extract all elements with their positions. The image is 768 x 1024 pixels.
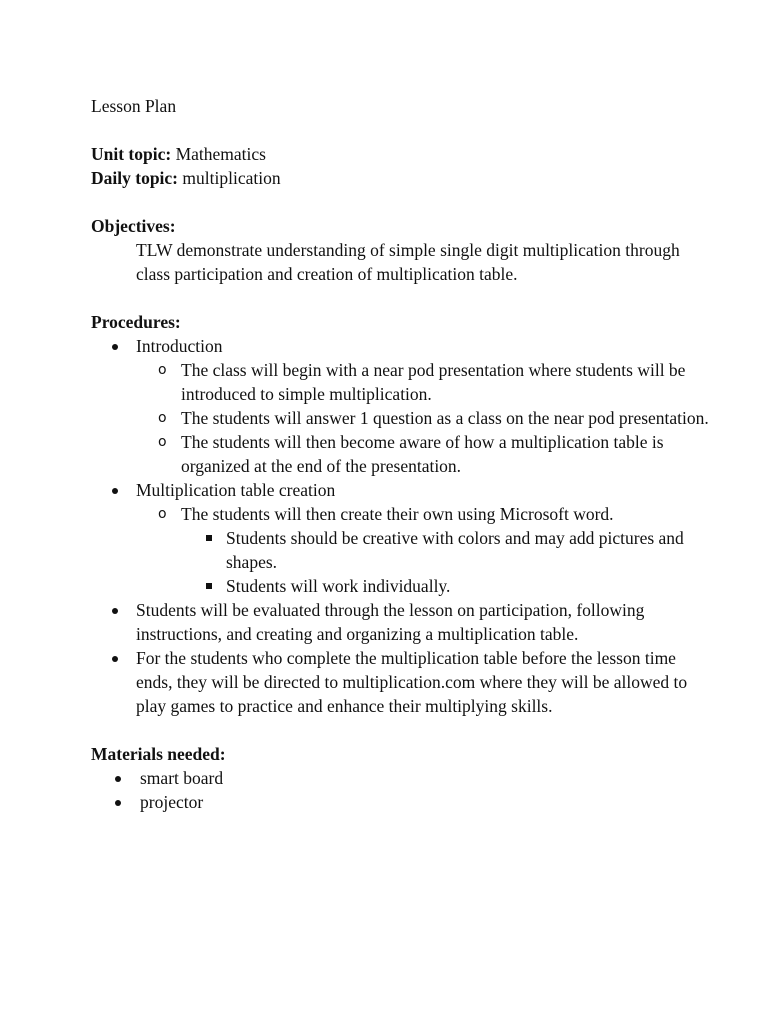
introduction-sublist <box>136 358 711 478</box>
materials-heading: Materials needed: <box>91 744 226 764</box>
bullet-disc-icon <box>112 344 118 350</box>
extension-text: For the students who complete the multiplication table before the lesson time ends, they will be directed to multiplication.com where they will be allowed to play games to practice and enhance their multiplying skills. <box>136 648 688 716</box>
bullet-disc-icon <box>112 608 118 614</box>
document-page <box>91 94 711 814</box>
unit-topic-line <box>91 142 711 166</box>
bullet-circle-icon: o <box>158 506 167 522</box>
procedures-heading: Procedures: <box>91 312 181 332</box>
unit-topic-value: Mathematics <box>171 144 266 164</box>
daily-topic-label: Daily topic: <box>91 168 179 188</box>
material-item: smart board <box>140 768 224 788</box>
introduction-label: Introduction <box>136 336 223 356</box>
objectives-heading: Objectives: <box>91 216 176 236</box>
bullet-disc-icon <box>115 800 121 806</box>
list-item <box>91 598 711 646</box>
list-item <box>181 526 711 574</box>
list-item <box>91 646 711 718</box>
daily-topic-line <box>91 166 711 190</box>
bullet-circle-icon: o <box>158 434 167 450</box>
objectives-text: TLW demonstrate understanding of simple single digit multiplication through class participation and creation of multiplication table. <box>136 240 680 284</box>
list-item <box>136 358 711 406</box>
bullet-disc-icon <box>112 488 118 494</box>
list-item <box>136 406 711 430</box>
table-creation-sublist <box>136 502 711 598</box>
bullet-disc-icon <box>112 656 118 662</box>
document-title: Lesson Plan <box>91 96 177 116</box>
spacer <box>91 286 711 310</box>
bullet-square-icon <box>206 583 212 589</box>
daily-topic-value: multiplication <box>178 168 281 188</box>
unit-topic-label: Unit topic: <box>91 144 172 164</box>
introduction-item-text: The students will answer 1 question as a class on the near pod presentation. <box>181 408 709 428</box>
list-item <box>136 430 711 478</box>
spacer <box>91 190 711 214</box>
bullet-circle-icon: o <box>158 362 167 378</box>
table-creation-subsublist <box>181 526 711 598</box>
list-item <box>91 790 711 814</box>
table-creation-item-text: The students will then create their own using Microsoft word. <box>181 504 614 524</box>
introduction-item-text: The class will begin with a near pod presentation where students will be introduced to simple multiplication. <box>181 360 686 404</box>
spacer <box>91 118 711 142</box>
list-item <box>91 766 711 790</box>
list-item <box>181 574 711 598</box>
list-item <box>91 334 711 478</box>
introduction-item-text: The students will then become aware of how a multiplication table is organized at the end of the presentation. <box>181 432 664 476</box>
table-creation-subitem-text: Students will work individually. <box>226 576 451 596</box>
bullet-disc-icon <box>115 776 121 782</box>
evaluation-text: Students will be evaluated through the lesson on participation, following instructions, and creating and organizing a multiplication table. <box>136 600 645 644</box>
list-item <box>136 502 711 598</box>
bullet-square-icon <box>206 535 212 541</box>
spacer <box>91 718 711 742</box>
procedures-list <box>91 334 711 718</box>
table-creation-label: Multiplication table creation <box>136 480 336 500</box>
materials-list <box>91 766 711 814</box>
list-item <box>91 478 711 598</box>
table-creation-subitem-text: Students should be creative with colors and may add pictures and shapes. <box>226 528 684 572</box>
material-item: projector <box>140 792 204 812</box>
bullet-circle-icon: o <box>158 410 167 426</box>
